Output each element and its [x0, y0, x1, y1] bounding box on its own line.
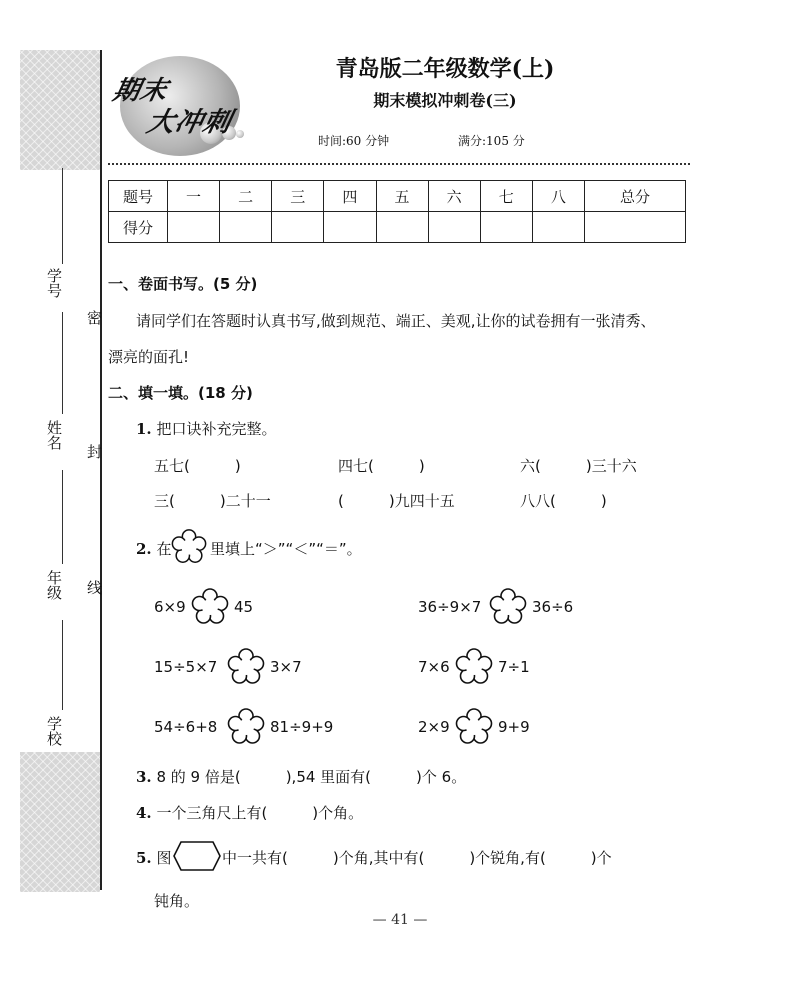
- q1: [136, 418, 276, 439]
- logo-text-line2: 大冲刺: [144, 107, 235, 138]
- name-field[interactable]: [62, 312, 63, 414]
- page-title: 青岛版二年级数学(上): [335, 56, 555, 82]
- student-id-field[interactable]: [62, 168, 63, 264]
- q2-text-before: 在: [156, 540, 172, 558]
- score-col-6: 六: [428, 181, 480, 212]
- score-cell[interactable]: [220, 212, 272, 243]
- section1-paragraph-line1: 请同学们在答题时认真书写,做到规范、端正、美观,让你的试卷拥有一张清秀、: [136, 312, 656, 330]
- q1-text: 把口诀补充完整。: [156, 420, 277, 438]
- score-cell[interactable]: [324, 212, 376, 243]
- q2-number: 2.: [136, 540, 152, 558]
- q2-text-after: 里填上“＞”“＜”“＝”。: [210, 540, 362, 558]
- page-subtitle: 期末模拟冲刺卷(三): [373, 91, 517, 110]
- q1-item-3[interactable]: 六( )三十六: [520, 457, 637, 475]
- school-field[interactable]: [62, 620, 63, 710]
- score-col-total: 总分: [585, 181, 686, 212]
- score-table-header-row: [109, 181, 686, 212]
- q2-right-2: 36÷6: [532, 598, 574, 616]
- score-cell[interactable]: [532, 212, 584, 243]
- margin-student-id-label: 学号: [45, 268, 63, 298]
- page-number: — 41 —: [372, 912, 428, 928]
- q1-number: 1.: [136, 420, 152, 438]
- score-col-3: 三: [272, 181, 324, 212]
- q1-item-4[interactable]: 三( )二十一: [154, 492, 271, 510]
- q2-right-1: 45: [234, 598, 254, 616]
- score-cell[interactable]: [480, 212, 532, 243]
- q5-text-before: 图: [156, 849, 172, 867]
- q2-right-5: 81÷9+9: [270, 718, 334, 736]
- grade-field[interactable]: [62, 470, 63, 564]
- q1-item-6[interactable]: 八八( ): [520, 492, 607, 510]
- q3-number: 3.: [136, 768, 152, 786]
- q1-item-5[interactable]: ( )九四十五: [338, 492, 455, 510]
- score-col-7: 七: [480, 181, 532, 212]
- dotted-divider: [108, 163, 690, 165]
- q2-prefix: [136, 538, 171, 559]
- score-table: [108, 180, 686, 243]
- score-col-1: 一: [168, 181, 220, 212]
- score-cell[interactable]: [585, 212, 686, 243]
- compare-flower-input[interactable]: [226, 707, 266, 747]
- section1-heading: 一、卷面书写。(5 分): [108, 275, 258, 293]
- compare-flower-input[interactable]: [454, 647, 494, 687]
- score-cell[interactable]: [168, 212, 220, 243]
- q2-left-1: 6×9: [154, 598, 186, 616]
- q2-right-3: 3×7: [270, 658, 302, 676]
- q2-left-6: 2×9: [418, 718, 450, 736]
- compare-flower-input[interactable]: [226, 647, 266, 687]
- score-cell[interactable]: [272, 212, 324, 243]
- q2-left-4: 7×6: [418, 658, 450, 676]
- q2-left-2: 36÷9×7: [418, 598, 482, 616]
- flower-icon: [170, 528, 208, 566]
- score-col-8: 八: [532, 181, 584, 212]
- compare-flower-input[interactable]: [454, 707, 494, 747]
- compare-flower-input[interactable]: [190, 587, 230, 627]
- q5-number: 5.: [136, 849, 152, 867]
- margin-pattern-bottom: [20, 752, 100, 892]
- score-col-4: 四: [324, 181, 376, 212]
- exam-time: 时间:60 分钟: [318, 134, 390, 148]
- q2-right-4: 7÷1: [498, 658, 530, 676]
- q5-prefix: [136, 847, 171, 868]
- score-table-row2-label: 得分: [109, 212, 168, 243]
- score-col-2: 二: [220, 181, 272, 212]
- margin-pattern-top: [20, 50, 100, 170]
- seal-char-mi: 密: [85, 310, 103, 325]
- seal-char-xian: 线: [85, 580, 103, 595]
- q2-left-3: 15÷5×7: [154, 658, 218, 676]
- binding-line: [100, 50, 102, 890]
- q1-item-2[interactable]: 四七( ): [338, 457, 425, 475]
- q4-number: 4.: [136, 804, 152, 822]
- margin-name-label: 姓名: [45, 420, 63, 450]
- q5-line2: 钝角。: [154, 892, 200, 910]
- hexagon-icon: [172, 840, 222, 872]
- margin-grade-label: 年级: [45, 570, 63, 600]
- margin-school-label: 学校: [45, 716, 63, 746]
- exam-full-score: 满分:105 分: [458, 134, 525, 148]
- score-table-row1-label: 题号: [109, 181, 168, 212]
- score-cell[interactable]: [428, 212, 480, 243]
- q5-text-after[interactable]: 中一共有( )个角,其中有( )个锐角,有( )个: [222, 849, 612, 867]
- q2-right-6: 9+9: [498, 718, 530, 736]
- q4[interactable]: [136, 802, 363, 823]
- seal-char-feng: 封: [85, 444, 103, 459]
- q2-left-5: 54÷6+8: [154, 718, 218, 736]
- score-table-score-row: [109, 212, 686, 243]
- logo-text-line1: 期末: [110, 76, 171, 106]
- q1-item-1[interactable]: 五七( ): [154, 457, 241, 475]
- score-cell[interactable]: [376, 212, 428, 243]
- compare-flower-input[interactable]: [488, 587, 528, 627]
- score-col-5: 五: [376, 181, 428, 212]
- section1-paragraph-line2: 漂亮的面孔!: [108, 348, 190, 366]
- q3[interactable]: [136, 766, 466, 787]
- section2-heading: 二、填一填。(18 分): [108, 384, 253, 402]
- q3-text: 8 的 9 倍是( ),54 里面有( )个 6。: [156, 768, 467, 786]
- q4-text: 一个三角尺上有( )个角。: [156, 804, 364, 822]
